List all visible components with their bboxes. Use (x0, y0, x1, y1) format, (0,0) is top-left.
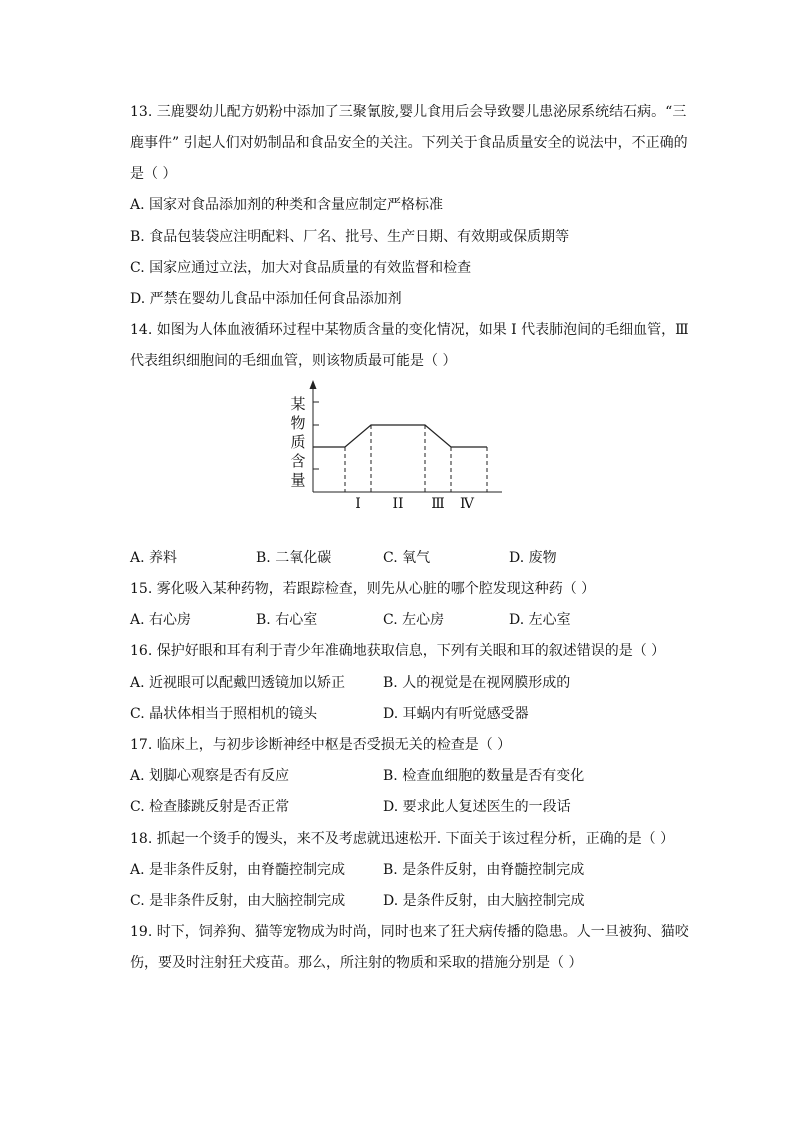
q13-option-c: C. 国家应通过立法，加大对食品质量的有效监督和检查 (130, 260, 472, 276)
segment-label: I (355, 496, 361, 512)
q15-option-b: B. 右心室 (256, 612, 318, 628)
q15-option-c: C. 左心房 (383, 612, 445, 628)
segment-label: II (392, 496, 404, 512)
content-curve (313, 425, 487, 447)
q14-option-a: A. 养料 (130, 550, 178, 566)
q13-stem-line-2: 鹿事件” 引起人们对奶制品和食品安全的关注。下列关于食品质量安全的说法中，不正确的 (130, 135, 688, 151)
q14-option-d: D. 废物 (509, 550, 557, 566)
y-label-char: 物 (290, 414, 306, 432)
y-label-char: 某 (290, 395, 306, 413)
q18-option-a: A. 是非条件反射，由脊髓控制完成 (130, 862, 346, 878)
y-label-char: 含 (290, 452, 306, 470)
q13-option-d: D. 严禁在婴幼儿食品中添加任何食品添加剂 (130, 291, 402, 307)
q17-option-a: A. 划脚心观察是否有反应 (130, 768, 290, 784)
q19-stem-line-1: 19. 时下，饲养狗、猫等宠物成为时尚，同时也来了狂犬病传播的隐患。人一旦被狗、猫咬 (130, 924, 689, 940)
q14-stem-line-1: 14. 如图为人体血液循环过程中某物质含量的变化情况，如果 I 代表肺泡间的毛细血管，Ⅲ (130, 322, 689, 338)
q13-stem-line-3: 是（ ） (130, 166, 177, 182)
q16-option-a: A. 近视眼可以配戴凹透镜加以矫正 (130, 675, 346, 691)
q17-stem: 17. 临床上，与初步诊断神经中枢是否受损无关的检查是（ ） (130, 737, 512, 753)
q15-option-a: A. 右心房 (130, 612, 192, 628)
q14-option-c: C. 氧气 (383, 550, 431, 566)
q16-option-b: B. 人的视觉是在视网膜形成的 (383, 675, 571, 691)
y-label-char: 质 (290, 433, 306, 451)
segment-label: Ⅳ (460, 496, 474, 512)
q16-option-d: D. 耳蜗内有听觉感受器 (383, 706, 529, 722)
q16-option-c: C. 晶状体相当于照相机的镜头 (130, 706, 318, 722)
q18-option-d: D. 是条件反射，由大脑控制完成 (383, 893, 585, 909)
q14-stem-line-2: 代表组织细胞间的毛细血管，则该物质最可能是（ ） (130, 353, 457, 369)
q13-option-a: A. 国家对食品添加剂的种类和含量应制定严格标准 (130, 197, 444, 213)
q18-option-c: C. 是非条件反射，由大脑控制完成 (130, 893, 346, 909)
q17-option-b: B. 检查血细胞的数量是否有变化 (383, 768, 585, 784)
y-label-char: 量 (290, 471, 306, 489)
q14-option-b: B. 二氧化碳 (256, 550, 332, 566)
q15-stem: 15. 雾化吸入某种药物，若跟踪检查，则先从心脏的哪个腔发现这种药（ ） (130, 581, 596, 597)
q19-stem-line-2: 伤，要及时注射狂犬疫苗。那么，所注射的物质和采取的措施分别是（ ） (130, 955, 583, 971)
y-axis-arrow-icon (310, 380, 317, 389)
q17-option-c: C. 检查膝跳反射是否正常 (130, 799, 290, 815)
q18-option-b: B. 是条件反射，由脊髓控制完成 (383, 862, 585, 878)
q13-option-b: B. 食品包装袋应注明配料、厂名、批号、生产日期、有效期或保质期等 (130, 229, 570, 245)
q17-option-d: D. 要求此人复述医生的一段话 (383, 799, 571, 815)
q13-stem-line-1: 13. 三鹿婴幼儿配方奶粉中添加了三聚氰胺,婴儿食用后会导致婴儿患泌尿系统结石病。“三 (130, 104, 687, 120)
q18-stem: 18. 抓起一个烫手的馒头，来不及考虑就迅速松开. 下面关于该过程分析，正确的是（ ） (130, 831, 675, 847)
segment-label: Ⅲ (431, 496, 445, 512)
q16-stem: 16. 保护好眼和耳有利于青少年准确地获取信息，下列有关眼和耳的叙述错误的是（ ） (130, 643, 666, 659)
q15-option-d: D. 左心室 (509, 612, 571, 628)
